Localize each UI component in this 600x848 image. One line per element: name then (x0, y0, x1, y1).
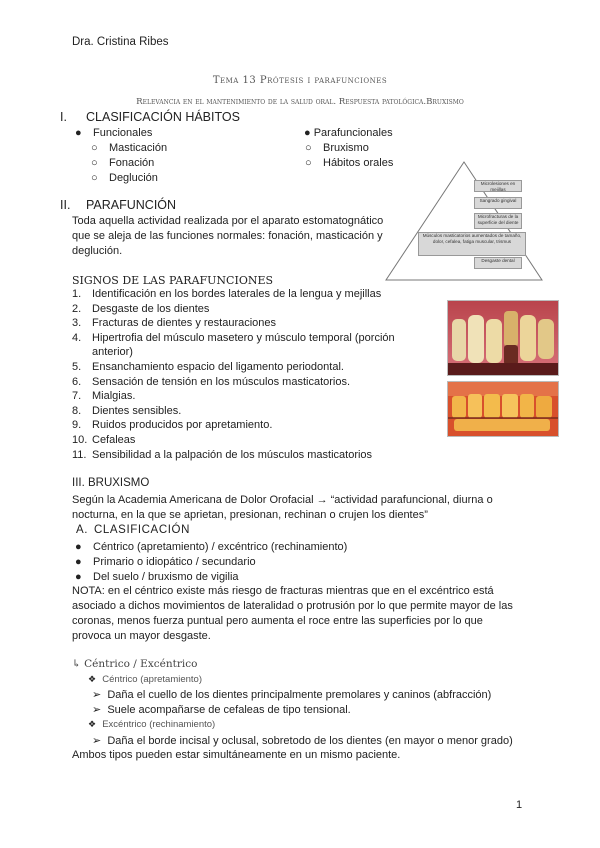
section-3-heading: III. BRUXISMO (72, 477, 150, 489)
pyramid-level: Microlesiones en mejillas (474, 180, 522, 192)
note-line: NOTA: en el céntrico existe más riesgo de fracturas mientras que en el excéntrico está (72, 585, 494, 597)
paragraph-line: que se aleja de las funciones normales: fonación, masticación y (72, 230, 383, 242)
clasificacion-heading: A. CLASIFICACIÓN (76, 524, 190, 536)
list-item: ➢ Suele acompañarse de cefaleas de tipo tensional. (92, 704, 351, 716)
pyramid-level: Músculos masticatorios aumentados de tamaño, dolor, cefalea, fatiga muscular, trismus (418, 232, 526, 256)
note-line: asociado a dichos movimientos de lateralidad o protrusión por lo que permite mayor de las (72, 600, 513, 612)
list-item: ● Primario o idiopático / secundario (75, 556, 256, 568)
signo-item: 2. Desgaste de los dientes (72, 302, 210, 315)
signo-item: 7. Mialgias. (72, 390, 136, 403)
signos-heading: SIGNOS DE LAS PARAFUNCIONES (72, 274, 274, 287)
signo-item: 3. Fracturas de dientes y restauraciones (72, 317, 277, 330)
document-title: Tema 13 Prótesis i parafunciones (212, 75, 388, 86)
pyramid-level: Microfracturas de la superficie del diente (474, 213, 522, 229)
list-item: ○ Fonación (91, 157, 155, 169)
list-item: ● Funcionales (75, 127, 153, 139)
list-item: ○ Hábitos orales (305, 157, 394, 169)
signo-item: 11. Sensibilidad a la palpación de los músculos masticatorios (72, 448, 373, 461)
subsection-heading: ↳ Céntrico / Excéntrico (72, 658, 198, 670)
note-line: coronas, menos fuerza puntual pero aumenta el roce entre las superficies por lo que (72, 615, 483, 627)
section-1-heading (60, 110, 240, 124)
signo-item: 10. Cefaleas (72, 434, 136, 446)
pyramid-level: Sangrado gingival (474, 197, 522, 209)
list-item: ○ Masticación (91, 142, 168, 154)
document-subtitle: Relevancia en el mantenimiento de la salud oral. Respuesta patológica.Bruxismo (136, 97, 464, 107)
signo-item: 4. Hipertrofia del músculo masetero y músculo temporal (porción (72, 331, 395, 344)
signo-item: 5. Ensanchamiento espacio del ligamento periodontal. (72, 361, 344, 373)
signo-item: anterior) (92, 346, 133, 359)
paragraph-line: deglución. (72, 245, 123, 257)
excentrico-label: ❖ Excéntrico (rechinamiento) (88, 719, 216, 730)
note-line: provoca un mayor desgaste. (72, 630, 211, 642)
definition-line: nocturna, en la que se aprietan, presionan, rechinan o crujen los dientes” (72, 509, 428, 521)
signo-item: 9. Ruidos producidos por apretamiento. (72, 419, 273, 432)
list-item: ➢ Daña el cuello de los dientes principalmente premolares y caninos (abfracción) (92, 689, 492, 701)
list-item: ● Parafuncionales (304, 127, 393, 139)
definition-line: Según la Academia Americana de Dolor Orofacial → “actividad parafuncional, diurna o (72, 494, 493, 506)
section-2-heading: II. PARAFUNCIÓN (60, 198, 177, 212)
signo-item: 6. Sensación de tensión en los músculos masticatorios. (72, 375, 351, 388)
signo-item: 1. Identificación en los bordes laterales de la lengua y mejillas (72, 288, 382, 300)
page-number: 1 (516, 799, 523, 811)
section-title: CLASIFICACIÓN HÁBITOS (86, 110, 240, 124)
list-item: ● Del suelo / bruxismo de vigilia (75, 571, 239, 583)
list-item: ○ Bruxismo (305, 142, 369, 154)
centrico-label: ❖ Céntrico (apretamiento) (88, 674, 202, 685)
worn-teeth-photo (447, 300, 559, 376)
list-item: ○ Deglución (91, 172, 158, 184)
signo-item: 8. Dientes sensibles. (72, 404, 182, 417)
list-item: ➢ Daña el borde incisal y oclusal, sobretodo de los dientes (en mayor o menor grado) (92, 735, 513, 747)
section-number: I. (60, 110, 67, 124)
closing-line: Ambos tipos pueden estar simultáneamente en un mismo paciente. (72, 749, 401, 761)
author-name: Dra. Cristina Ribes (72, 36, 169, 48)
pyramid-level: Desgaste dental (474, 257, 522, 269)
bruxism-teeth-photo (447, 381, 559, 437)
paragraph-line: Toda aquella actividad realizada por el aparato estomatognático (72, 215, 384, 227)
list-item: ● Céntrico (apretamiento) / excéntrico (rechinamiento) (75, 541, 348, 553)
